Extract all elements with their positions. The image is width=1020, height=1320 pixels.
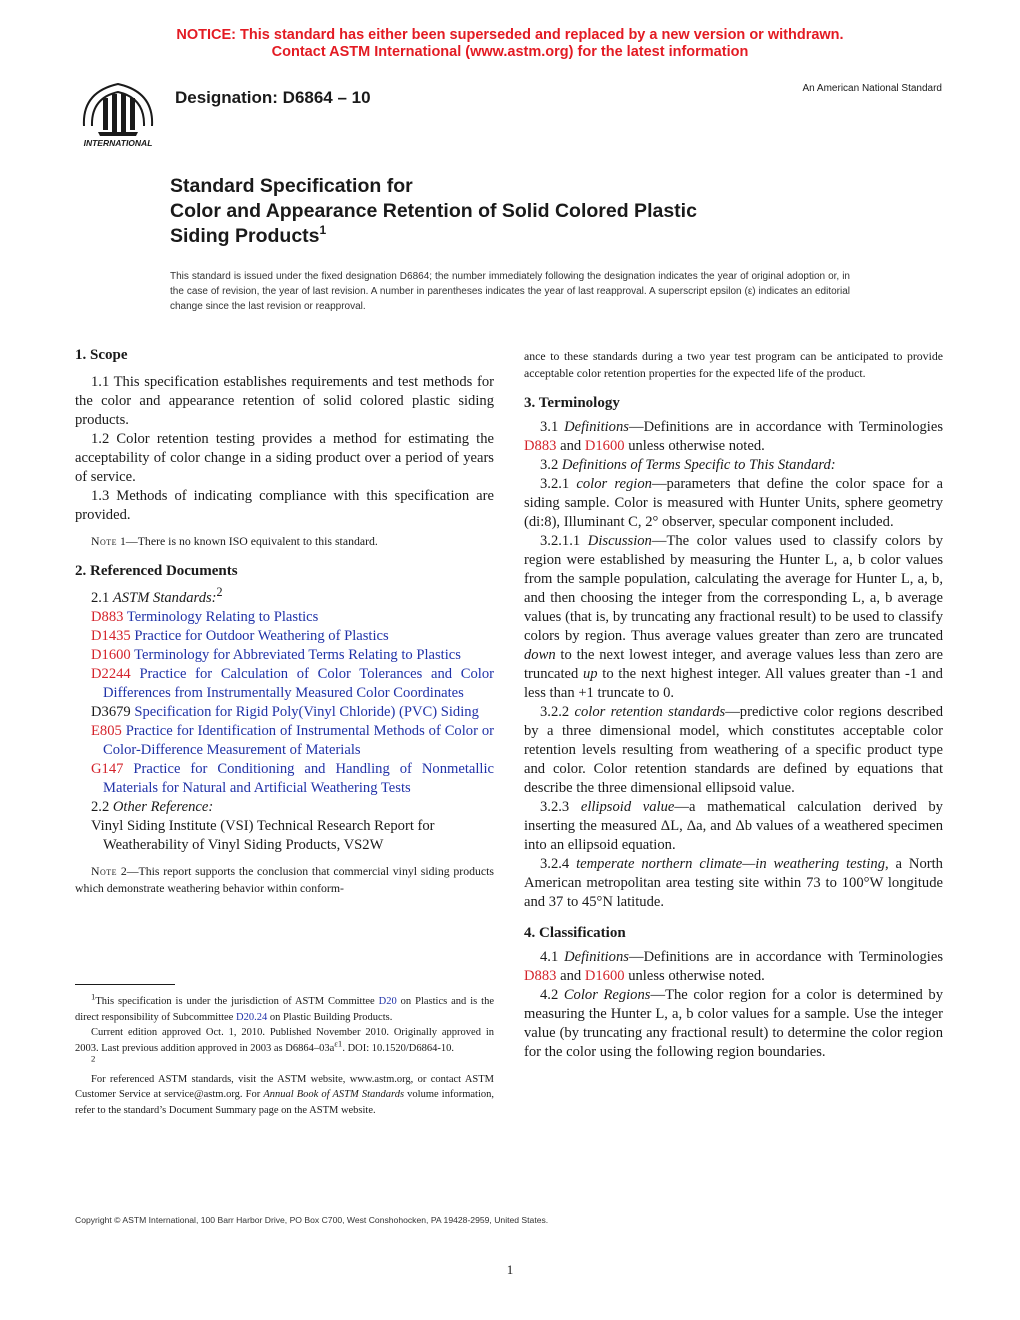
title-footnote-mark: 1 [319, 223, 327, 237]
notice-line-2: Contact ASTM International (www.astm.org) for the latest information [271, 44, 749, 60]
note-2-continued: ance to these standards during a two year test program can be anticipated to provide acceptable color retention properties for the expected life of the product. [524, 349, 943, 380]
term-3-2: 3.2 Definitions of Terms Specific to This Standard: [540, 457, 836, 473]
footnotes [75, 991, 494, 1118]
designation: Designation: D6864 – 10 [175, 88, 371, 107]
term-3-2-1-1: 3.2.1.1 Discussion—The color values used to classify colors by region were established by measuring the Hunter L, a, b color values from the sample population, calculating the average for Hunter L, a, b, and then choosing the integer from the corresponding L, a, b average values (that is, by truncating any fractional result) to be used to classify colors by region. Thus average values greater than zero are truncated down to the next lowest integer, and average values less than zero are truncated up to the next highest integer. All values greater than -1 and less than +1 truncate to 0. [524, 533, 943, 701]
title-line-2: Color and Appearance Retention of Solid Colored Plastic [170, 200, 697, 222]
scope-1-3: 1.3 Methods of indicating compliance with this specification are provided. [75, 488, 494, 523]
preamble: This standard is issued under the fixed designation D6864; the number immediately following the designation indicates the year of original adoption or, in the case of revision, the year of last revision. A number in parentheses indicates the year of last reapproval. A superscript epsilon (ε) indicates an editorial change since the last revision or reapproval. [170, 271, 850, 312]
vsi-reference: Vinyl Siding Institute (VSI) Technical Research Report for Weatherability of Vinyl Siding Products, VS2W [91, 818, 435, 853]
ref-item[interactable]: D2244 Practice for Calculation of Color Tolerances and Color Differences from Instrumentally Measured Color Coordinates [91, 666, 494, 701]
note-1 [75, 533, 494, 550]
link-d883[interactable]: D883 [524, 438, 557, 454]
ref-item[interactable]: D3679 Specification for Rigid Poly(Vinyl Chloride) (PVC) Siding [91, 704, 479, 720]
logo-caption: INTERNATIONAL [83, 138, 153, 148]
left-column [75, 346, 494, 897]
term-3-2-3: 3.2.3 ellipsoid value—a mathematical calculation derived by inserting the measured ΔL, Δa, and Δb values of a weathered specimen into an ellipsoid equation. [524, 799, 943, 853]
footnote-1-edition: Current edition approved Oct. 1, 2010. Published November 2010. Originally approved in 2003. Last previous addition approved in 2003 as $D6864-03a^{\varepsilon 1}$. DOI: 10.1520/D6864-10. [75, 1027, 494, 1054]
classification-heading: 4. Classification [524, 925, 626, 941]
right-column [524, 348, 943, 1062]
footnote-rule [75, 984, 175, 985]
logo-letters: ASTM [116, 90, 120, 91]
note-2-text: 2—This report supports the conclusion that commercial vinyl siding products which demonstrate weathering behavior within conform- [75, 864, 494, 895]
withdrawal-notice [0, 27, 1020, 61]
note-1-text: 1—There is no known ISO equivalent to this standard. [120, 534, 378, 548]
copyright: Copyright © ASTM International, 100 Barr Harbor Drive, PO Box C700, West Conshohocken, PA 19428-2959, United States. [75, 1215, 549, 1225]
ref-item[interactable]: D1435 Practice for Outdoor Weathering of Plastics [91, 628, 389, 644]
link-d1600[interactable]: D1600 [584, 968, 625, 984]
astm-standards-label: 2.1 ASTM Standards:$^2$ [91, 585, 223, 606]
page-number: 1 [506, 1262, 514, 1277]
other-reference-label: 2.2 Other Reference: [91, 799, 214, 815]
footnote-2: For referenced ASTM standards, visit the ASTM website, www.astm.org, or contact ASTM Customer Service at service@astm.org. For Annual Book of ASTM Standards volume information, refer to the standard’s Document Summary page on the ASTM website. [75, 1073, 494, 1116]
class-4-2: 4.2 Color Regions—The color region for a color is determined by measuring the Hunter L, a, b color values for a sample. Use the integer value (by truncating any fractional result) to determine the color region for the color using the following region boundaries. [524, 987, 943, 1060]
link-d20-24[interactable]: D20.24 [235, 1011, 268, 1023]
term-3-1: 3.1 Definitions—Definitions are in accordance with Terminologies D883 and D1600 unless otherwise noted. [524, 419, 944, 454]
note-2-label: Note [91, 864, 118, 878]
footnote-1: $^1$This specification is under the jurisdiction of ASTM Committee D20 on Plastics and is the direct responsibility of Subcommittee D20.24 on Plastic Building Products. [75, 991, 494, 1023]
terminology-heading: 3. Terminology [524, 395, 620, 411]
notice-line-1: NOTICE: This standard has either been superseded and replaced by a new version or withdrawn. [176, 27, 844, 43]
note-1-label: Note [91, 534, 118, 548]
scope-heading: 1. Scope [75, 347, 128, 363]
link-d20[interactable]: D20 [378, 996, 397, 1007]
term-3-2-1: 3.2.1 color region—parameters that define the color space for a siding sample. Color is measured with Hunter Units, sphere geometry (di:8), Illuminant C, 2° observer, specular component included. [524, 476, 943, 530]
link-d883[interactable]: D883 [524, 968, 557, 984]
link-d1600[interactable]: D1600 [584, 438, 625, 454]
ref-item[interactable]: E805 Practice for Identification of Instrumental Methods of Color or Color-Difference Measurement of Materials [91, 723, 494, 758]
american-national-standard: An American National Standard [802, 83, 942, 94]
astm-logo [74, 74, 162, 152]
document-title [170, 174, 697, 249]
term-3-2-2: 3.2.2 color retention standards—predictive color regions described by a three dimensional model, which constitutes acceptable color retention levels resulting from weathering of a specific product type and color. Color retention standards are defined by equations that describe the three dimensional ellipsoid value. [524, 704, 943, 796]
term-3-2-4: 3.2.4 temperate northern climate—in weathering testing, a North American metropolitan area testing site within 73 to 100°W longitude and 37 to 45°N latitude. [524, 856, 943, 910]
scope-1-1: 1.1 This specification establishes requirements and test methods for the color and appearance retention of solid colored plastic siding products. [75, 374, 494, 428]
refdocs-heading: 2. Referenced Documents [75, 563, 238, 579]
scope-1-2: 1.2 Color retention testing provides a method for estimating the acceptability of color change in a siding product over a period of years of service. [75, 431, 494, 485]
ref-item[interactable]: D883 Terminology Relating to Plastics [91, 609, 319, 625]
astm-logo-icon [74, 74, 162, 152]
note-2 [75, 863, 494, 897]
ref-item[interactable]: D1600 Terminology for Abbreviated Terms Relating to Plastics [91, 647, 461, 663]
title-line-3: Siding Products [170, 225, 320, 247]
title-line-1: Standard Specification for [170, 175, 413, 197]
footnote-2-mark: 2 [91, 1053, 96, 1064]
ref-item[interactable]: G147 Practice for Conditioning and Handling of Nonmetallic Materials for Natural and Artificial Weathering Tests [91, 761, 494, 796]
class-4-1: 4.1 Definitions—Definitions are in accordance with Terminologies D883 and D1600 unless otherwise noted. [524, 949, 944, 984]
